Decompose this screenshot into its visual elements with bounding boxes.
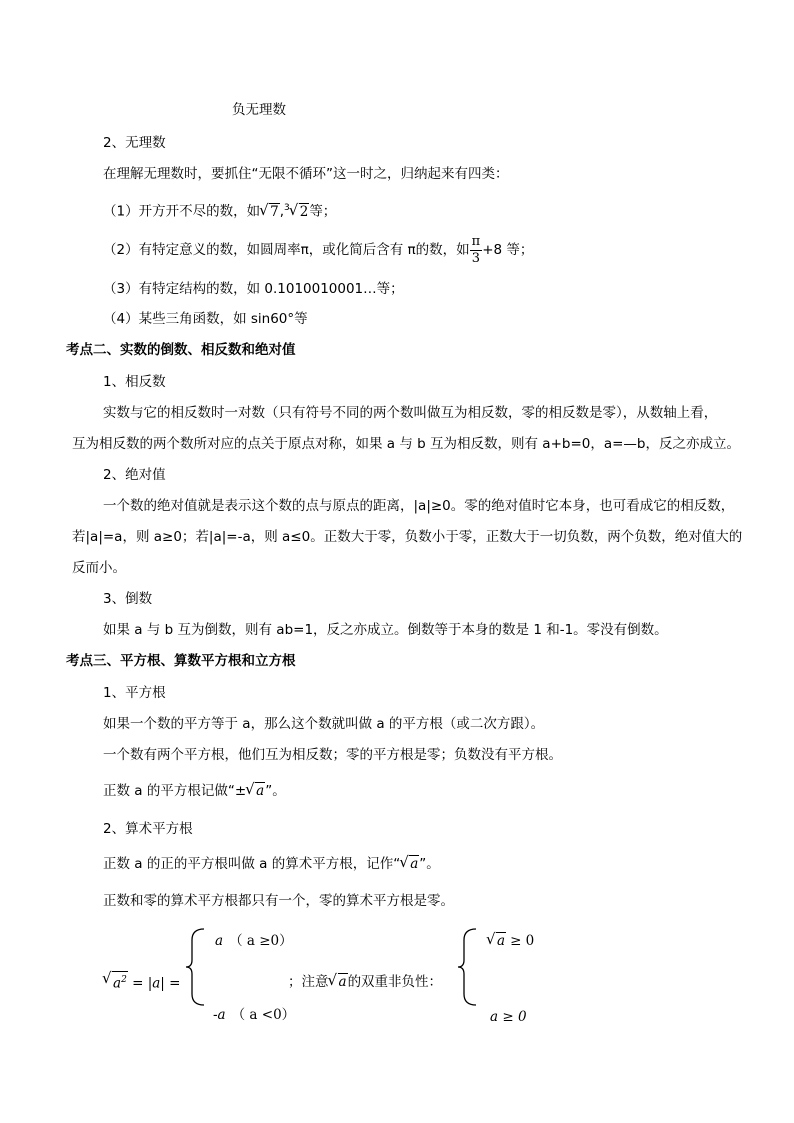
formula-lhs: √ $a^2 = |a|$ =	[103, 971, 180, 993]
para-jueduizhi-1: 一个数的绝对值就是表示这个数的点与原点的距离，|a|≥0。零的绝对值时它本身，也可看成它的相反数，	[103, 498, 735, 514]
sqrt-a-squared: √ $a^2$	[103, 971, 128, 993]
item-2	[103, 230, 533, 270]
item-2-text: （2）有特定意义的数，如圆周率π，或化简后含有 π的数，如	[103, 242, 470, 258]
para-suanshu-2: 正数和零的算术平方根都只有一个，零的算术平方根是零。	[103, 893, 454, 909]
para-pingfanggen-1: 如果一个数的平方等于 a，那么这个数就叫做 a 的平方根（或二次方跟）。	[103, 716, 545, 732]
para-suanshu-1: 正数 a 的正的平方根叫做 a 的算术平方根，记作“√ a”。	[103, 855, 440, 873]
sqrt-a: √ a	[329, 973, 348, 991]
case-2: -a （ a <0）	[213, 1007, 296, 1023]
heading-wulishu: 2、无理数	[103, 135, 166, 151]
sqrt-a: √ a	[487, 932, 506, 950]
rule-1: √ a ≥ 0	[487, 932, 534, 950]
section-title-2: 考点二、实数的倒数、相反数和绝对值	[66, 342, 296, 358]
left-brace	[184, 928, 206, 1006]
subheading-pingfanggen: 1、平方根	[103, 685, 166, 701]
sqrt-a: √ a	[246, 782, 265, 800]
para-intro: 在理解无理数时，要抓住“无限不循环”这一时之，归纳起来有四类：	[103, 166, 509, 182]
subheading-xiangfanshu: 1、相反数	[103, 374, 166, 390]
para-daoshu: 如果 a 与 b 互为倒数，则有 ab=1，反之亦成立。倒数等于本身的数是 1 和-1。零没有倒数。	[103, 622, 668, 638]
para-pingfanggen-2: 一个数有两个平方根，他们互为相反数；零的平方根是零；负数没有平方根。	[103, 747, 562, 763]
para-jueduizhi-3: 反而小。	[72, 560, 126, 576]
item-1: （1）开方开不尽的数，如√ 7,$^3$√ 2等；	[103, 199, 336, 221]
para-pingfanggen-3: 正数 a 的平方根记做“±√ a”。	[103, 782, 286, 800]
fraction-pi-over-3: $\frac{\pi}{3}$	[471, 233, 481, 266]
subheading-daoshu: 3、倒数	[103, 591, 153, 607]
rule-2: a ≥ 0	[490, 1009, 527, 1025]
sqrt-a: √ a	[400, 855, 419, 873]
subheading-suanshu-pingfanggen: 2、算术平方根	[103, 821, 193, 837]
item-4: （4）某些三角函数，如 sin60°等	[103, 311, 308, 327]
section-title-3: 考点三、平方根、算数平方根和立方根	[66, 653, 296, 669]
item-3: （3）有特定结构的数，如 0.1010010001…等；	[103, 281, 404, 297]
para-xiangfanshu-1: 实数与它的相反数时一对数（只有符号不同的两个数叫做互为相反数，零的相反数是零），从数轴上看，	[103, 405, 718, 421]
para-jueduizhi-2: 若|a|=a，则 a≥0；若|a|=-a，则 a≤0。正数大于零，负数小于零，正数大于一切负数，两个负数，绝对值大的	[72, 529, 743, 545]
abs-a: |a|	[147, 975, 165, 992]
sqrt-7: √ 7	[260, 203, 280, 221]
case-1: a （ a ≥0）	[215, 933, 293, 949]
item-1-suffix: 等；	[309, 203, 337, 220]
cube-root-2: √ 2	[290, 203, 310, 221]
note-nonnegativity: ；注意√ a的双重非负性：	[288, 973, 442, 991]
para-xiangfanshu-2: 互为相反数的两个数所对应的点关于原点对称，如果 a 与 b 互为相反数，则有 a+b=0，a=—b，反之亦成立。	[72, 436, 741, 452]
cube-root-index: 3	[283, 203, 290, 213]
right-brace	[456, 928, 478, 1006]
item-1-text: （1）开方开不尽的数，如	[103, 203, 261, 220]
item-2-suffix: +8 等；	[482, 242, 534, 258]
line-fu-wulishu: 负无理数	[232, 102, 286, 118]
subheading-jueduizhi: 2、绝对值	[103, 467, 166, 483]
